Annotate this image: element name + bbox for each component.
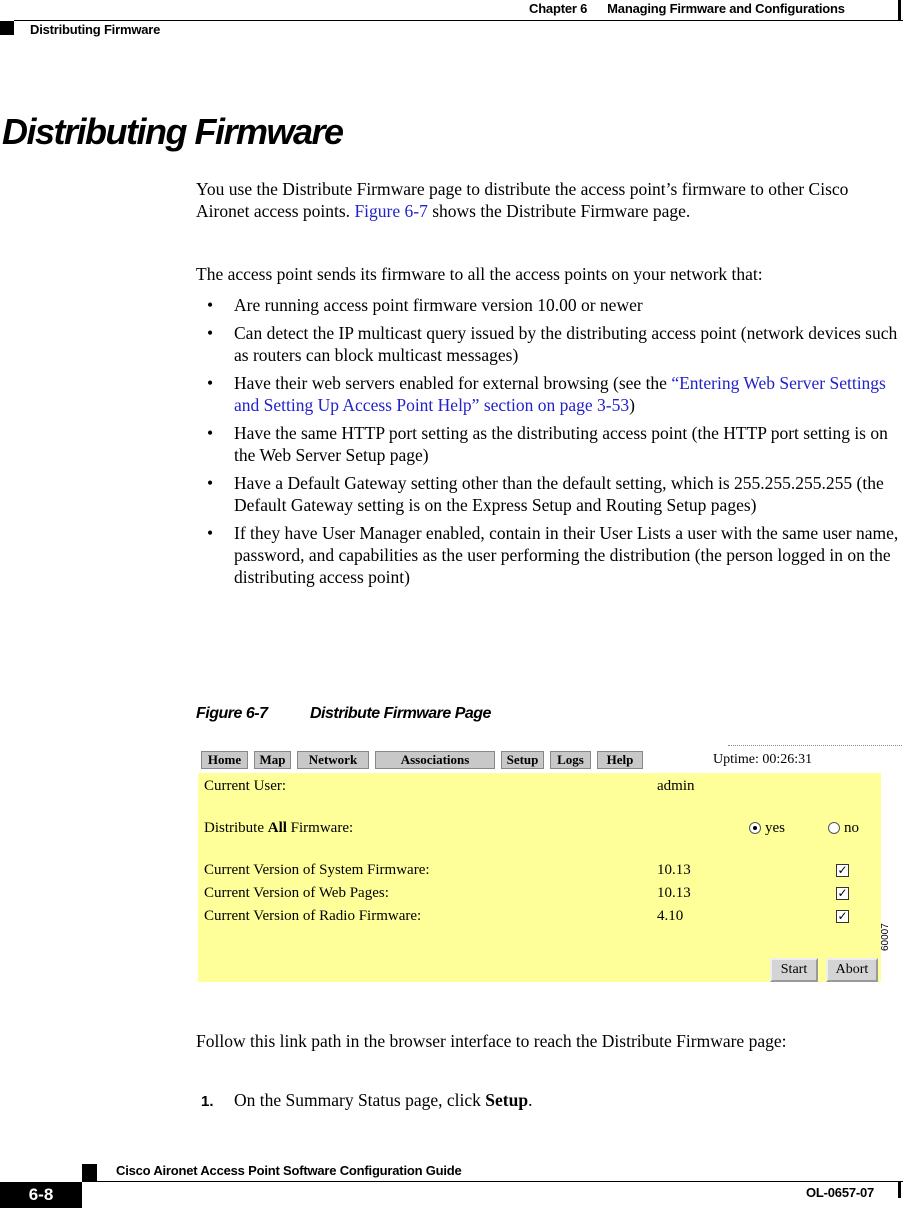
footer-rule [82, 1181, 903, 1182]
tab-logs[interactable]: Logs [550, 751, 591, 769]
figure-id: 60007 [880, 923, 891, 951]
lead-paragraph: The access point sends its firmware to all the access points on your network that: [196, 264, 763, 284]
distribute-no-radio[interactable] [828, 822, 840, 834]
radio-firmware-version: 4.10 [657, 908, 684, 924]
system-firmware-version: 10.13 [657, 862, 691, 878]
figure-top-line [728, 745, 903, 746]
firmware-panel [198, 773, 881, 982]
list-item: • Have a Default Gateway setting other than the default setting, which is 255.255.255.255 (the Default Gateway setting is on the Express Setup and Routing Setup pages) [207, 473, 884, 515]
step-1: 1. On the Summary Status page, click Setup. [201, 1090, 533, 1110]
system-firmware-label: Current Version of System Firmware: [204, 862, 430, 878]
section-title: Distributing Firmware [2, 111, 343, 152]
footer-right-tick [898, 1182, 901, 1198]
tab-network[interactable]: Network [297, 751, 369, 769]
web-pages-version: 10.13 [657, 885, 691, 901]
header-chapter: Chapter 6 Managing Firmware and Configurations [529, 1, 845, 16]
start-button[interactable]: Start [770, 958, 818, 982]
list-item: • Are running access point firmware version 10.00 or newer [207, 295, 643, 315]
footer-page-number: 6-8 [0, 1182, 82, 1208]
list-item: • Can detect the IP multicast query issued by the distributing access point (network devices such as routers can block multicast messages) [207, 323, 898, 365]
follow-paragraph: Follow this link path in the browser interface to reach the Distribute Firmware page: [196, 1031, 787, 1051]
current-user-value: admin [657, 778, 695, 794]
list-item: • Have the same HTTP port setting as the distributing access point (the HTTP port setting is on the Web Server Setup page) [207, 423, 888, 465]
header-rule [14, 20, 903, 21]
list-item: • Have their web servers enabled for external browsing (see the “Entering Web Server Settings and Setting Up Access Point Help” section on page 3-53) [207, 373, 886, 415]
distribute-no-label: no [844, 820, 859, 836]
distribute-yes-label: yes [765, 820, 785, 836]
footer-guide-title: Cisco Aironet Access Point Software Configuration Guide [116, 1163, 462, 1178]
distribute-label: Distribute All Firmware: [204, 820, 354, 836]
setup-link-text: Setup [485, 1090, 529, 1110]
radio-firmware-checkbox[interactable]: ✓ [837, 909, 848, 923]
radio-firmware-label: Current Version of Radio Firmware: [204, 908, 422, 924]
header-section: Distributing Firmware [30, 22, 161, 37]
system-firmware-checkbox[interactable]: ✓ [837, 863, 848, 877]
tab-home[interactable]: Home [201, 751, 248, 769]
abort-button[interactable]: Abort [826, 958, 878, 982]
list-item: • If they have User Manager enabled, contain in their User Lists a user with the same user name, password, and capabilities as the user performing the distribution (the person logged in on the distributing access point) [207, 523, 899, 587]
figure-link[interactable]: Figure 6-7 [354, 201, 428, 221]
header-left-block [0, 21, 14, 35]
footer-doc-number: OL-0657-07 [806, 1185, 875, 1200]
tab-help[interactable]: Help [597, 751, 643, 769]
footer-left-block [82, 1164, 97, 1181]
tab-setup[interactable]: Setup [501, 751, 544, 769]
intro-paragraph: You use the Distribute Firmware page to distribute the access point’s firmware to other Cisco Aironet access points. Figure 6-7 shows the Distribute Firmware page. [196, 179, 849, 221]
figure-caption: Figure 6-7 Distribute Firmware Page [196, 705, 491, 722]
tab-associations[interactable]: Associations [375, 751, 495, 769]
distribute-yes-radio[interactable] [749, 822, 761, 834]
header-right-tick [898, 0, 901, 20]
tab-map[interactable]: Map [254, 751, 291, 769]
requirements-list [196, 294, 900, 594]
web-pages-checkbox[interactable]: ✓ [837, 886, 848, 900]
web-server-settings-link[interactable]: “Entering Web Server Settings and Setting Up Access Point Help” section on page 3-53 [234, 373, 886, 415]
current-user-label: Current User: [204, 778, 287, 794]
web-pages-label: Current Version of Web Pages: [204, 885, 389, 901]
uptime-readout: Uptime: 00:26:31 [713, 752, 813, 767]
distribute-firmware-figure [198, 745, 903, 985]
